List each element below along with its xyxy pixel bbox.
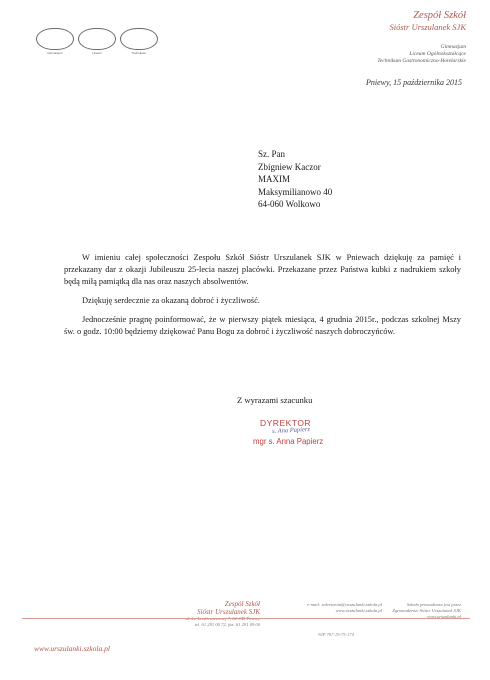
footer-website-link[interactable]: www.urszulanki.szkola.pl bbox=[34, 644, 110, 653]
logo-liceum: Liceum bbox=[78, 28, 116, 50]
logo-gimnazjum: Gimnazjum bbox=[36, 28, 74, 50]
school-logos bbox=[36, 28, 158, 55]
footer-address: Zespół Szkół Sióstr Urszulanek SJK ul. ks. Lenkiewiczowej 7, 62-045 Pniewy tel. 61 291 00 72, fax. 61 291 09 00 bbox=[185, 600, 260, 627]
footer-web-link[interactable]: www.urszulanki.szkola.pl bbox=[335, 608, 382, 613]
footer-prowadzacy: Szkoła prowadzona jest przez Zgromadzenie Sióstr Urszulanek SJK www.urszulanki.pl bbox=[385, 602, 461, 620]
addressee-line: Sz. Pan bbox=[258, 149, 285, 159]
body-paragraph: W imieniu całej społeczności Zespołu Szkół Sióstr Urszulanek SJK w Pniewach dziękuję za pamięć i przekazany dar z okazji Jubileuszu 25-lecia naszej placówki. Przekazane przez Państwa kubki z nadrukiem szkoły będą miłą pamiątką dla nas oraz naszych absolwentów. bbox=[64, 253, 461, 286]
footer-prowadzacy-link[interactable]: www.urszulanki.pl bbox=[427, 614, 461, 619]
addressee-line: Zbigniew Kaczor bbox=[258, 161, 321, 172]
body-paragraph: Dziękuję serdecznie za okazaną dobroć i życzliwość. bbox=[82, 296, 260, 305]
footer-nip: NIP 787-19-75-174 bbox=[318, 632, 355, 637]
footer-email-link[interactable]: e-mail: sekretariat@urszulanki.szkola.pl bbox=[307, 602, 382, 607]
stamp-title: DYREKTOR bbox=[260, 418, 312, 428]
logo-technikum: Technikum bbox=[120, 28, 158, 50]
school-subname: Sióstr Urszulanek SJK bbox=[389, 22, 466, 32]
addressee-line: Maksymilianowo 40 bbox=[258, 186, 333, 197]
school-unit: Gimnazjum bbox=[440, 44, 466, 50]
addressee-line: MAXIM bbox=[258, 174, 291, 184]
body-paragraph: Jednocześnie pragnę poinformować, że w pierwszy piątek miesiąca, 4 grudnia 2015r., podczas szkolnej Mszy św. o godz. 10:00 będziemy dziękować Panu Bogu za dobroć i życzliwość naszych dobroczyńców. bbox=[64, 315, 461, 336]
place-date: Pniewy, 15 października 2015 bbox=[366, 78, 462, 87]
school-unit: Technikum Gastronomiczno-Hotelarskie bbox=[377, 58, 466, 64]
addressee-line: 64-060 Wolkowo bbox=[258, 199, 321, 209]
footer-divider bbox=[22, 618, 470, 619]
stamp-name: mgr s. Anna Papierz bbox=[253, 437, 324, 446]
school-header bbox=[377, 10, 466, 65]
addressee-block bbox=[258, 148, 332, 211]
footer-contact bbox=[282, 602, 382, 614]
handwritten-signature: s. Ana Papierz bbox=[271, 426, 311, 435]
closing-greeting: Z wyrazami szacunku bbox=[237, 395, 313, 405]
school-name: Zespół Szkół bbox=[413, 10, 466, 21]
letter-body bbox=[64, 252, 461, 345]
school-unit: Liceum Ogólnokształcące bbox=[409, 51, 466, 57]
school-units bbox=[377, 44, 466, 65]
